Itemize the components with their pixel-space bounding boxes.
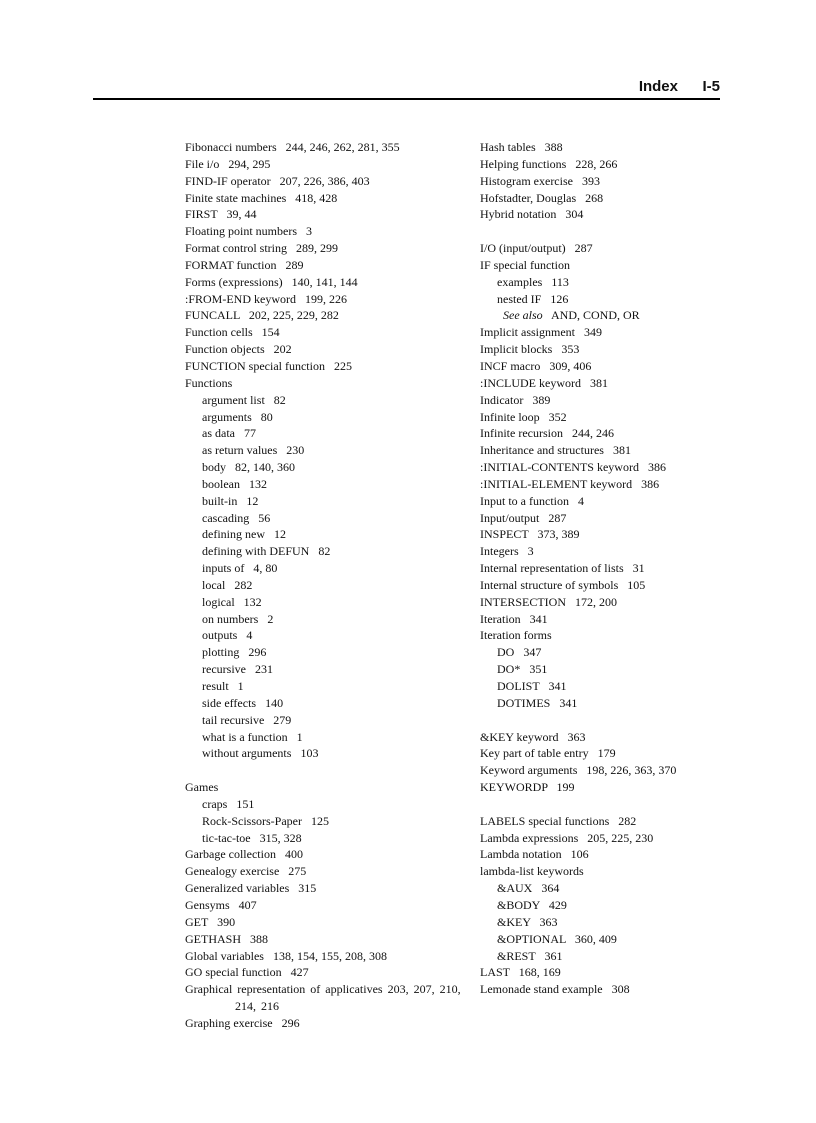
index-entry: GET 390 [185, 914, 236, 929]
index-entry: FORMAT function 289 [185, 257, 304, 272]
index-entry: Gensyms 407 [185, 897, 257, 912]
index-entry: &BODY 429 [497, 897, 567, 912]
index-entry: Input/output 287 [480, 510, 567, 525]
index-entry: tail recursive 279 [202, 712, 292, 727]
index-entry: arguments 80 [202, 409, 273, 424]
index-entry: Graphical representation of applicatives 203, 207, 210, 214, 216 [185, 982, 461, 1014]
index-entry: craps 151 [202, 796, 255, 811]
index-entry: Iteration 341 [480, 611, 548, 626]
index-entry: :INITIAL-ELEMENT keyword 386 [480, 476, 660, 491]
index-entry: body 82, 140, 360 [202, 460, 295, 475]
index-entry: nested IF 126 [497, 291, 569, 306]
index-entry: DO 347 [497, 645, 542, 660]
index-spacer [480, 796, 740, 813]
index-entry: Lambda notation 106 [480, 847, 589, 862]
index-entry: as return values 230 [202, 443, 305, 458]
index-spacer [480, 712, 740, 729]
index-spacer [480, 223, 740, 240]
index-column-left [185, 139, 475, 1032]
index-entry: cascading 56 [202, 510, 271, 525]
index-entry: Iteration forms [480, 628, 552, 643]
index-entry: Functions [185, 375, 233, 390]
index-entry: Garbage collection 400 [185, 847, 303, 862]
index-entry: Fibonacci numbers 244, 246, 262, 281, 355 [185, 140, 400, 154]
index-entry: examples 113 [497, 274, 569, 289]
index-entry: built-in 12 [202, 493, 259, 508]
index-entry: Hash tables 388 [480, 140, 563, 154]
index-entry: on numbers 2 [202, 611, 274, 626]
index-entry: Internal representation of lists 31 [480, 561, 645, 576]
index-entry: Implicit assignment 349 [480, 325, 602, 340]
index-entry: result 1 [202, 679, 244, 693]
index-entry: Integers 3 [480, 544, 534, 559]
index-entry: Global variables 138, 154, 155, 208, 308 [185, 948, 387, 963]
index-column-right [480, 139, 740, 998]
running-header [93, 78, 720, 100]
index-entry: INSPECT 373, 389 [480, 527, 580, 542]
index-entry: FUNCTION special function 225 [185, 358, 352, 373]
index-entry: Keyword arguments 198, 226, 363, 370 [480, 763, 677, 778]
index-entry: GO special function 427 [185, 965, 309, 980]
index-entry: defining new 12 [202, 527, 286, 542]
index-entry: defining with DEFUN 82 [202, 544, 331, 559]
index-entry: Inheritance and structures 381 [480, 443, 631, 458]
index-entry: recursive 231 [202, 662, 273, 677]
index-entry: DOLIST 341 [497, 679, 567, 693]
index-entry: :FROM-END keyword 199, 226 [185, 291, 347, 306]
index-entry: inputs of 4, 80 [202, 561, 278, 576]
index-entry: LABELS special functions 282 [480, 813, 637, 828]
index-entry: Key part of table entry 179 [480, 746, 616, 761]
index-entry: logical 132 [202, 594, 262, 609]
see-also-label: See also [503, 308, 543, 323]
index-entry: Helping functions 228, 266 [480, 156, 618, 171]
index-entry: tic-tac-toe 315, 328 [202, 830, 302, 845]
index-entry: argument list 82 [202, 392, 286, 407]
index-entry: INCF macro 309, 406 [480, 358, 592, 373]
index-entry: DOTIMES 341 [497, 695, 578, 710]
index-entry: Genealogy exercise 275 [185, 864, 307, 879]
index-entry: Function cells 154 [185, 325, 280, 340]
index-entry: Histogram exercise 393 [480, 173, 600, 188]
index-entry: GETHASH 388 [185, 931, 268, 946]
index-entry: INTERSECTION 172, 200 [480, 594, 617, 609]
index-entry: &KEY keyword 363 [480, 729, 586, 744]
index-spacer [185, 762, 475, 779]
index-entry: Hybrid notation 304 [480, 207, 584, 222]
index-entry: &REST 361 [497, 948, 563, 963]
index-entry: Implicit blocks 353 [480, 342, 580, 357]
index-entry [480, 307, 740, 324]
index-entry: Forms (expressions) 140, 141, 144 [185, 274, 358, 289]
index-entry: IF special function [480, 257, 570, 272]
index-entry: FIRST 39, 44 [185, 207, 257, 222]
index-entry: Floating point numbers 3 [185, 224, 312, 239]
index-entry: boolean 132 [202, 476, 267, 491]
index-entry: what is a function 1 [202, 729, 303, 744]
index-entry: Lambda expressions 205, 225, 230 [480, 830, 654, 845]
index-entry: KEYWORDP 199 [480, 780, 575, 795]
see-also-targets: AND, COND, OR [542, 308, 640, 323]
index-entry: &KEY 363 [497, 914, 558, 929]
index-entry: Infinite recursion 244, 246 [480, 426, 614, 441]
index-entry: Games [185, 780, 219, 795]
index-entry: :INCLUDE keyword 381 [480, 375, 608, 390]
index-entry: Graphing exercise 296 [185, 1015, 300, 1030]
index-entry: &AUX 364 [497, 881, 560, 896]
index-entry: Lemonade stand example 308 [480, 982, 630, 997]
index-entry: Internal structure of symbols 105 [480, 577, 646, 592]
header-title: Index [638, 78, 678, 95]
index-entry: plotting 296 [202, 645, 267, 660]
index-entry: File i/o 294, 295 [185, 156, 271, 171]
index-entry: &OPTIONAL 360, 409 [497, 931, 617, 946]
index-entry: DO* 351 [497, 662, 548, 677]
index-entry: Finite state machines 418, 428 [185, 190, 338, 205]
index-entry: LAST 168, 169 [480, 965, 561, 980]
index-entry: Indicator 389 [480, 392, 551, 407]
index-entry: Generalized variables 315 [185, 881, 317, 896]
index-entry: Rock-Scissors-Paper 125 [202, 813, 329, 828]
index-entry: :INITIAL-CONTENTS keyword 386 [480, 460, 666, 475]
index-entry: outputs 4 [202, 628, 253, 643]
index-entry: Function objects 202 [185, 342, 292, 357]
index-entry: Hofstadter, Douglas 268 [480, 190, 604, 205]
index-entry: I/O (input/output) 287 [480, 241, 593, 256]
index-entry: FIND-IF operator 207, 226, 386, 403 [185, 173, 370, 188]
index-entry: without arguments 103 [202, 746, 319, 761]
index-entry: Input to a function 4 [480, 493, 584, 508]
index-entry: as data 77 [202, 426, 256, 441]
index-entry: Infinite loop 352 [480, 409, 567, 424]
index-entry: Format control string 289, 299 [185, 241, 338, 256]
page-number: I-5 [702, 78, 720, 95]
index-entry: FUNCALL 202, 225, 229, 282 [185, 308, 339, 323]
index-entry: local 282 [202, 577, 253, 592]
index-entry: side effects 140 [202, 695, 284, 710]
index-entry: lambda-list keywords [480, 864, 584, 879]
